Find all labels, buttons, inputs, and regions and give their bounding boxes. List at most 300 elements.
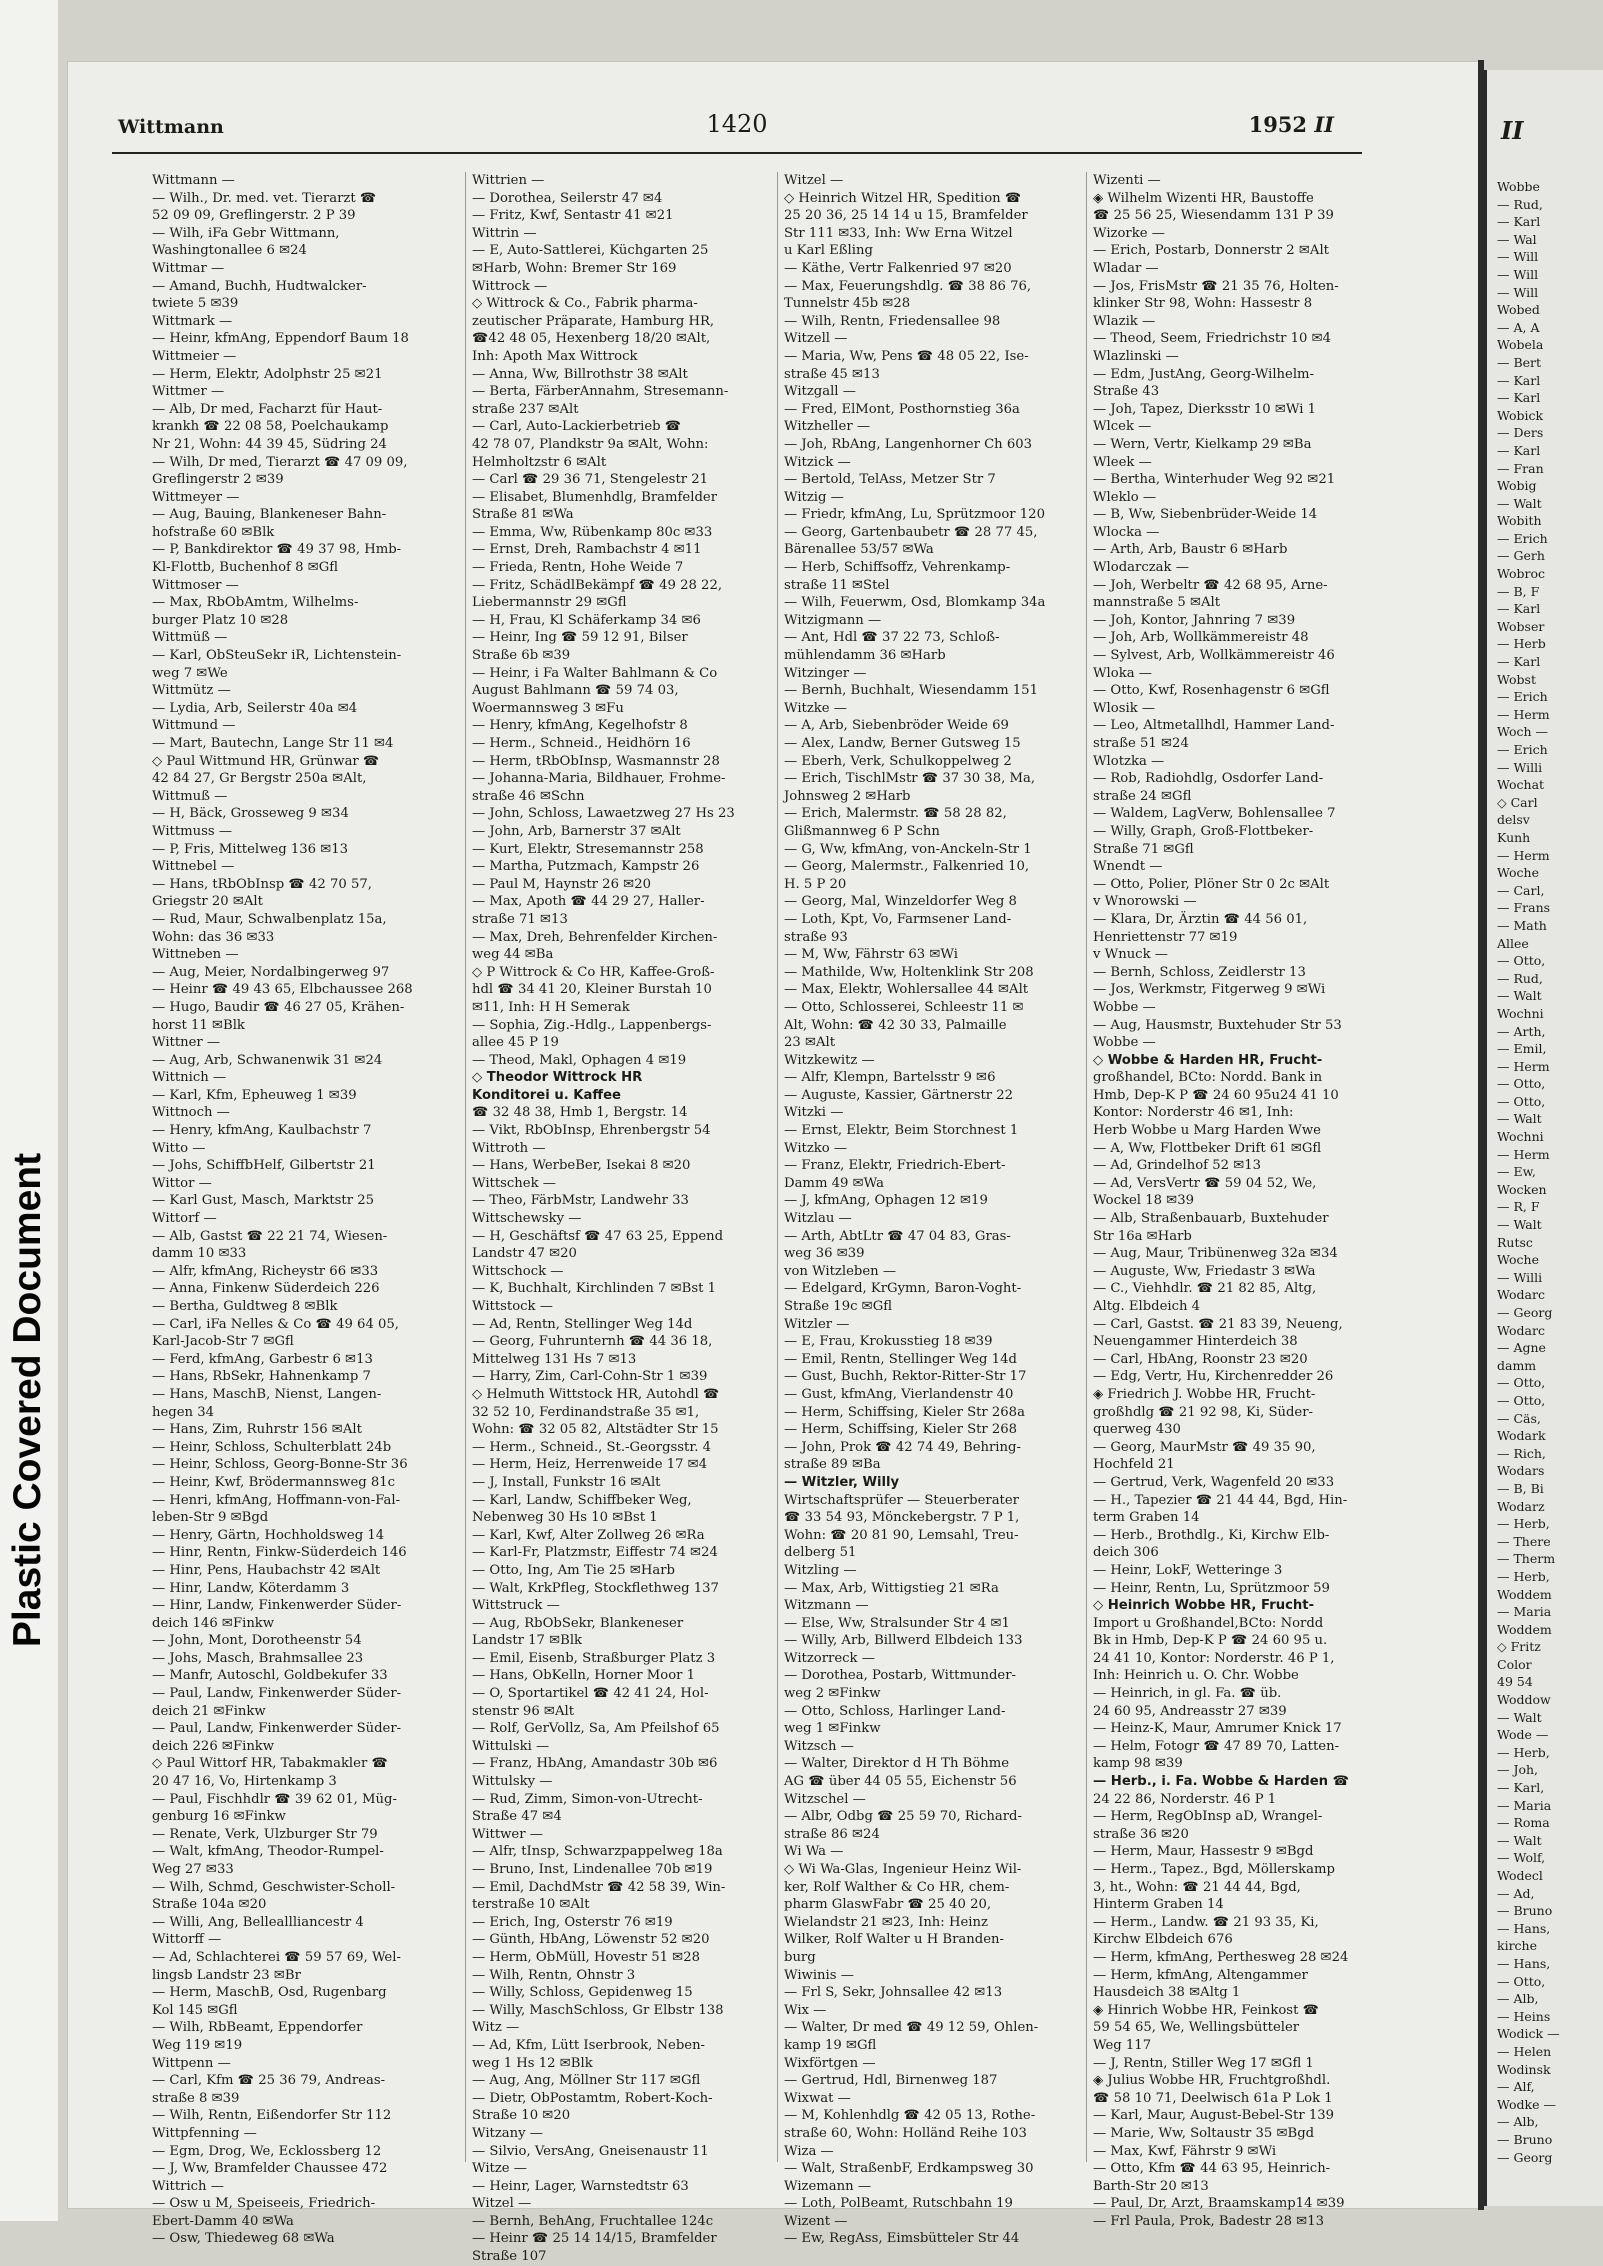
directory-line: — Georg, Fuhrunternh ☎ 44 36 18, — [472, 1334, 713, 1350]
directory-line: — Albr, Odbg ☎ 25 59 70, Richard- — [784, 1809, 1022, 1825]
directory-line: Wobbe — — [1093, 1035, 1156, 1051]
directory-line: — Walter, Direktor d H Th Böhme — [784, 1756, 1010, 1772]
directory-line: Straße 47 ✉4 — [472, 1809, 562, 1825]
directory-line: Wittpenn — — [152, 2055, 231, 2071]
directory-line: — Aug, Bauing, Blankeneser Bahn- — [152, 507, 387, 523]
adjacent-page-line: Wodark — [1497, 1428, 1546, 1444]
directory-line: — Rolf, GerVollz, Sa, Am Pfeilshof 65 — [472, 1721, 720, 1737]
directory-line: — G, Ww, kfmAng, von-Anckeln-Str 1 — [784, 841, 1032, 857]
directory-line: Witzke — — [784, 700, 847, 716]
directory-line: — H, Bäck, Grosseweg 9 ✉34 — [152, 806, 349, 822]
directory-line: — Heinr, Schloss, Schulterblatt 24b — [152, 1439, 392, 1455]
directory-line: Wittulski — — [472, 1738, 550, 1754]
adjacent-page-line: Wodke — — [1497, 2096, 1556, 2112]
directory-line: — Johs, SchiffbHelf, Gilbertstr 21 — [152, 1158, 376, 1174]
directory-line: ◇ Helmuth Wittstock HR, Autohdl ☎ — [472, 1386, 720, 1402]
directory-line: Bk in Hmb, Dep-K P ☎ 24 60 95 u. — [1093, 1633, 1328, 1649]
adjacent-page-line: — Herb — [1497, 636, 1546, 652]
directory-line: Alt, Wohn: ☎ 42 30 33, Palmaille — [784, 1017, 1007, 1033]
directory-line: — Heinrich, in gl. Fa. ☎ üb. — [1093, 1686, 1282, 1702]
directory-line: — Herm., Schneid., St.-Georgsstr. 4 — [472, 1439, 711, 1455]
directory-line: — E, Frau, Krokusstieg 18 ✉39 — [784, 1334, 993, 1350]
directory-line: — Herm, RegObInsp aD, Wrangel- — [1093, 1809, 1323, 1825]
directory-line: — Aug, RbObSekr, Blankeneser — [472, 1615, 684, 1631]
directory-line: — Walt, StraßenbF, Erdkampsweg 30 — [784, 2161, 1034, 2177]
directory-line: Wi Wa — — [784, 1844, 844, 1860]
directory-line: ✉11, Inh: H H Semerak — [472, 999, 630, 1015]
directory-line: kamp 19 ✉Gfl — [784, 2037, 877, 2053]
directory-line: straße 24 ✉Gfl — [1093, 788, 1192, 804]
directory-line: straße 51 ✉24 — [1093, 736, 1189, 751]
directory-line: — Alfr, kfmAng, Richeystr 66 ✉33 — [152, 1263, 379, 1279]
directory-line: — Heinr, Schloss, Georg-Bonne-Str 36 — [152, 1457, 408, 1473]
directory-line: — Loth, Kpt, Vo, Farmsener Land- — [784, 911, 1012, 927]
directory-line: — Max, Feuerungshdlg. ☎ 38 86 76, — [784, 278, 1032, 294]
directory-line: Wittorf — — [152, 1211, 217, 1227]
directory-line: hdl ☎ 34 41 20, Kleiner Burstah 10 — [472, 982, 712, 998]
directory-line: — Aug, Arb, Schwanenwik 31 ✉24 — [152, 1052, 383, 1068]
adjacent-page-line: — Erich — [1497, 530, 1548, 546]
directory-line: — J, Install, Funkstr 16 ✉Alt — [472, 1474, 661, 1490]
directory-line: 3, ht., Wohn: ☎ 21 44 44, Bgd, — [1093, 1879, 1301, 1895]
directory-line: — Willy, Arb, Billwerd Elbdeich 133 — [784, 1633, 1023, 1649]
directory-line: krankh ☎ 22 08 58, Poelchaukamp — [152, 419, 389, 435]
directory-line: lingsb Landstr 23 ✉Br — [152, 1967, 301, 1983]
directory-line: — Waldem, LagVerw, Bohlensallee 7 — [1093, 806, 1336, 822]
directory-line: Wixwat — — [784, 2090, 851, 2106]
adjacent-page-line: — Karl — [1497, 442, 1541, 458]
directory-line: — Klara, Dr, Ärztin ☎ 44 56 01, — [1093, 911, 1308, 927]
directory-line: Hausdeich 38 ✉Altg 1 — [1093, 1985, 1241, 2001]
directory-line: mühlendamm 36 ✉Harb — [784, 648, 946, 664]
adjacent-page-line: — Walt — [1497, 1111, 1542, 1127]
adjacent-page-line: — Bruno — [1497, 1903, 1553, 1919]
directory-line: — Gertrud, Verk, Wagenfeld 20 ✉33 — [1093, 1474, 1335, 1490]
directory-line: Wittrock — — [472, 278, 548, 294]
directory-line: — Herm, kfmAng, Perthesweg 28 ✉24 — [1093, 1949, 1349, 1965]
directory-line: Wlcek — — [1093, 419, 1152, 435]
directory-line: Wittnich — — [152, 1070, 227, 1086]
directory-line: Witzig — — [784, 489, 844, 505]
adjacent-page-line: — Emil, — [1497, 1041, 1547, 1057]
directory-line: — Frl Paula, Prok, Badestr 28 ✉13 — [1093, 2213, 1324, 2229]
directory-line: Weg 27 ✉33 — [152, 1862, 234, 1877]
directory-line: Wohn: ☎ 32 05 82, Altstädter Str 15 — [472, 1422, 719, 1438]
column-3 — [777, 172, 1088, 2247]
directory-line: — Hans, MaschB, Nienst, Langen- — [152, 1386, 382, 1402]
directory-line: deich 21 ✉Finkw — [152, 1703, 266, 1719]
directory-line: — Emma, Ww, Rübenkamp 80c ✉33 — [472, 524, 713, 540]
directory-line: — Paul, Dr, Arzt, Braamskamp14 ✉39 — [1093, 2196, 1345, 2212]
directory-line: — Alb, Dr med, Facharzt für Haut- — [152, 401, 383, 417]
directory-line: — Wilh, Rentn, Eißendorfer Str 112 — [152, 2108, 392, 2124]
directory-line: — Herm, Schiffsing, Kieler Str 268 — [784, 1422, 1018, 1438]
directory-line: Straße 43 — [1093, 384, 1160, 400]
directory-line: — Elisabet, Blumenhdlg, Bramfelder — [472, 489, 717, 505]
directory-line: ker, Rolf Walther & Co HR, chem- — [784, 1879, 1010, 1895]
directory-line: Wlotzka — — [1093, 753, 1165, 769]
directory-line: straße 45 ✉13 — [784, 366, 880, 382]
directory-line: Witto — — [152, 1140, 206, 1156]
directory-line: — Herb., Brothdlg., Ki, Kirchw Elb- — [1093, 1527, 1330, 1543]
directory-line: Wittstruck — — [472, 1598, 560, 1614]
directory-line: — Paul, Fischhdlr ☎ 39 62 01, Müg- — [152, 1791, 397, 1807]
directory-line: Washingtonallee 6 ✉24 — [152, 243, 307, 259]
directory-line: Wittulsky — — [472, 1774, 553, 1790]
directory-line: — Silvio, VersAng, Gneisenaustr 11 — [472, 2143, 709, 2159]
directory-line: — P, Bankdirektor ☎ 49 37 98, Hmb- — [152, 542, 402, 558]
directory-line: ✉Harb, Wohn: Bremer Str 169 — [472, 260, 677, 276]
directory-line: Kirchw Elbdeich 676 — [1093, 1932, 1233, 1948]
directory-line: — Wilh, Feuerwm, Osd, Blomkamp 34a — [784, 595, 1046, 611]
directory-line: — Heinr ☎ 49 43 65, Elbchaussee 268 — [152, 982, 413, 998]
adjacent-page-line: — Helen — [1497, 2043, 1552, 2059]
directory-line: Helmholtzstr 6 ✉Alt — [472, 454, 607, 470]
directory-line: ☎42 48 05, Hexenberg 18/20 ✉Alt, — [472, 331, 711, 347]
directory-line: Wittmuss — — [152, 823, 233, 839]
adjacent-page-line: — Joh, — [1497, 1762, 1539, 1778]
adjacent-page-line: Woddow — [1497, 1692, 1551, 1708]
directory-line: Neuengammer Hinterdeich 38 — [1093, 1334, 1298, 1350]
directory-line: — Witzler, Willy — [784, 1474, 900, 1490]
directory-line: Wittschock — — [472, 1263, 564, 1279]
directory-line: — Eberh, Verk, Schulkoppelweg 2 — [784, 753, 1012, 769]
directory-line: — Bernh, Buchhalt, Wiesendamm 151 — [784, 683, 1038, 699]
directory-line: Wladar — — [1093, 260, 1159, 276]
directory-line: v Wnorowski — — [1093, 894, 1197, 910]
directory-line: — Walter, Dr med ☎ 49 12 59, Ohlen- — [784, 2020, 1039, 2036]
directory-line: — Georg, Gartenbaubetr ☎ 28 77 45, — [784, 524, 1038, 540]
adjacent-page-line: — Ad, — [1497, 1885, 1535, 1901]
directory-line: von Witzleben — — [784, 1263, 897, 1279]
adjacent-page-line: Wodarc — [1497, 1322, 1545, 1338]
directory-line: — Bertold, TelAss, Metzer Str 7 — [784, 472, 996, 488]
directory-line: — Auguste, Ww, Friedastr 3 ✉Wa — [1093, 1263, 1316, 1279]
directory-line: — E, Auto-Sattlerei, Küchgarten 25 — [472, 243, 709, 259]
directory-line: Witzorreck — — [784, 1650, 875, 1666]
directory-line: — Hans, Zim, Ruhrstr 156 ✉Alt — [152, 1422, 362, 1438]
directory-line: Wix — — [784, 2002, 827, 2018]
adjacent-page-line: — Otto, — [1497, 1392, 1546, 1408]
directory-line: Wittwer — — [472, 1826, 543, 1842]
directory-line: weg 44 ✉Ba — [472, 947, 554, 963]
directory-line: — Osw u M, Speiseeis, Friedrich- — [152, 2196, 376, 2212]
directory-line: — Maria, Ww, Pens ☎ 48 05 22, Ise- — [784, 348, 1029, 364]
directory-line: — Henry, kfmAng, Kegelhofstr 8 — [472, 718, 688, 734]
directory-line: deich 226 ✉Finkw — [152, 1738, 275, 1754]
directory-line: ◇ Wittrock & Co., Fabrik pharma- — [472, 296, 698, 312]
directory-line: Wloka — — [1093, 665, 1152, 681]
directory-line: damm 10 ✉33 — [152, 1246, 247, 1262]
directory-line: Wirtschaftsprüfer — Steuerberater — [784, 1492, 1019, 1508]
directory-line: — Karl-Fr, Platzmstr, Eiffestr 74 ✉24 — [472, 1545, 718, 1561]
directory-line: ◇ Wi Wa-Glas, Ingenieur Heinz Wil- — [784, 1862, 1022, 1877]
directory-line: — J, kfmAng, Ophagen 12 ✉19 — [784, 1193, 988, 1209]
directory-line: hofstraße 60 ✉Blk — [152, 524, 275, 540]
directory-line: Wockel 18 ✉39 — [1093, 1193, 1194, 1209]
directory-line: — Ad, Schlachterei ☎ 59 57 69, Wel- — [152, 1949, 401, 1965]
adjacent-page-line: Wobig — [1497, 478, 1537, 494]
adjacent-page-line: — Hans, — [1497, 1955, 1551, 1971]
directory-line: ◇ Heinrich Witzel HR, Spedition ☎ — [784, 190, 1022, 206]
directory-line: — Heinr, i Fa Walter Bahlmann & Co — [472, 665, 718, 681]
directory-line: — Theo, FärbMstr, Landwehr 33 — [472, 1193, 689, 1209]
directory-line: straße 8 ✉39 — [152, 2090, 240, 2106]
adjacent-page-line: — Herb, — [1497, 1568, 1550, 1584]
adjacent-page-line: — Carl, — [1497, 882, 1545, 898]
directory-line: Woermannsweg 3 ✉Fu — [472, 700, 624, 716]
adjacent-page-line: Wobbe — [1497, 179, 1540, 194]
directory-line: — Herm, kfmAng, Altengammer — [1093, 1967, 1308, 1983]
directory-line: — Fritz, Kwf, Sentastr 41 ✉21 — [472, 208, 674, 224]
column-1 — [152, 172, 456, 2247]
directory-line: querweg 430 — [1093, 1422, 1181, 1438]
directory-line: Straße 81 ✉Wa — [472, 507, 574, 523]
directory-line: — Lydia, Arb, Seilerstr 40a ✉4 — [152, 700, 358, 716]
adjacent-page-line: Kunh — [1497, 829, 1531, 845]
directory-line: Wittstock — — [472, 1299, 553, 1314]
directory-line: — Hinr, Pens, Haubachstr 42 ✉Alt — [152, 1562, 381, 1578]
adjacent-page-line: — Herb, — [1497, 1744, 1550, 1760]
directory-line: — Heinr, Lager, Warnstedtstr 63 — [472, 2178, 689, 2194]
directory-line: Wizorke — — [1093, 225, 1165, 241]
adjacent-page-line: 49 54 — [1497, 1674, 1533, 1690]
adjacent-page-line: Wodick — — [1497, 2026, 1560, 2042]
directory-line: — Herm., Landw. ☎ 21 93 35, Ki, — [1093, 1914, 1319, 1930]
directory-line: großhdlg ☎ 21 92 98, Ki, Süder- — [1093, 1404, 1313, 1420]
directory-line: — Bernh, BehAng, Fruchtallee 124c — [472, 2213, 714, 2229]
directory-line: — Otto, Schlosserei, Schleestr 11 ✉ — [784, 999, 1024, 1015]
adjacent-page-line: Rutsc — [1497, 1234, 1533, 1250]
directory-line: — Gust, Buchh, Rektor-Ritter-Str 17 — [784, 1369, 1027, 1385]
directory-line: Wlocka — — [1093, 524, 1160, 540]
directory-line: — J, Rentn, Stiller Weg 17 ✉Gfl 1 — [1093, 2055, 1314, 2071]
directory-line: straße 237 ✉Alt — [472, 401, 579, 417]
directory-line: — Ad, Grindelhof 52 ✉13 — [1093, 1158, 1262, 1174]
directory-line: — Georg, Malermstr., Falkenried 10, — [784, 859, 1030, 875]
directory-line: Wittner — — [152, 1035, 221, 1051]
adjacent-page-line: damm — [1497, 1357, 1537, 1373]
directory-line: ◈ Friedrich J. Wobbe HR, Frucht- — [1093, 1386, 1316, 1402]
directory-line: Wittmuß — — [152, 788, 228, 804]
directory-line: delberg 51 — [784, 1545, 857, 1561]
directory-line: — Mathilde, Ww, Holtenklink Str 208 — [784, 964, 1034, 980]
directory-line: straße 93 — [784, 929, 848, 945]
directory-line: Hmb, Dep-K P ☎ 24 60 95u24 41 10 — [1093, 1087, 1339, 1103]
directory-line: — Georg, MaurMstr ☎ 49 35 90, — [1093, 1439, 1316, 1455]
adjacent-page-line: Wode — — [1497, 1727, 1549, 1743]
directory-line: — Rud, Zimm, Simon-von-Utrecht- — [472, 1791, 703, 1807]
directory-line: — Max, Apoth ☎ 44 29 27, Haller- — [472, 894, 705, 910]
directory-line: burger Platz 10 ✉28 — [152, 612, 289, 628]
directory-line: ◇ P Wittrock & Co HR, Kaffee-Groß- — [472, 964, 715, 980]
directory-line: — Alfr, Klempn, Bartelsstr 9 ✉6 — [784, 1070, 996, 1086]
directory-line: — Herm, MaschB, Osd, Rugenbarg — [152, 1985, 387, 2001]
adjacent-page-line: — Otto, — [1497, 953, 1546, 969]
directory-line: Witzel — — [784, 173, 844, 188]
directory-line: — Vikt, RbObInsp, Ehrenbergstr 54 — [472, 1123, 711, 1139]
directory-line: — John, Arb, Barnerstr 37 ✉Alt — [472, 823, 681, 839]
directory-line: Wittroth — — [472, 1140, 546, 1156]
directory-line: Witzheller — — [784, 419, 871, 435]
directory-line: Wittmeier — — [152, 348, 237, 364]
adjacent-page-line: ◇ Fritz — [1497, 1639, 1541, 1655]
adjacent-page-line: — Ew, — [1497, 1164, 1536, 1180]
adjacent-page — [1484, 70, 1603, 2206]
directory-line: — Joh, Arb, Wollkämmereistr 48 — [1093, 630, 1309, 646]
adjacent-page-line: — Otto, — [1497, 1076, 1546, 1092]
directory-line: Damm 49 ✉Wa — [784, 1175, 884, 1191]
directory-line: Altg. Elbdeich 4 — [1093, 1299, 1201, 1314]
directory-line: Wittnebel — — [152, 859, 235, 875]
directory-line: Wleek — — [1093, 454, 1152, 470]
directory-line: Bärenallee 53/57 ✉Wa — [784, 542, 934, 558]
adjacent-page-line: — Otto, — [1497, 1973, 1546, 1989]
adjacent-page-line: — Alb, — [1497, 2114, 1539, 2130]
adjacent-page-line: Woddem — [1497, 1586, 1552, 1602]
directory-line: Straße 10 ✉20 — [472, 2108, 571, 2124]
directory-line: Witzling — — [784, 1562, 857, 1578]
directory-line: — H, Frau, Kl Schäferkamp 34 ✉6 — [472, 612, 701, 628]
directory-line: Witzell — — [784, 331, 848, 347]
adjacent-page-line: — Herm — [1497, 1058, 1550, 1074]
directory-line: — Leo, Altmetallhdl, Hammer Land- — [1093, 718, 1335, 734]
adjacent-page-line: — Karl, — [1497, 1780, 1545, 1796]
directory-line: Hochfeld 21 — [1093, 1457, 1175, 1473]
directory-line: — Herm, Elektr, Adolphstr 25 ✉21 — [152, 366, 383, 382]
adjacent-page-line: — Therm — [1497, 1551, 1556, 1567]
adjacent-page-line: — Agne — [1497, 1340, 1546, 1356]
directory-line: Ebert-Damm 40 ✉Wa — [152, 2213, 294, 2229]
running-head-name: Wittmann — [118, 116, 224, 138]
adjacent-page-line: — Maria — [1497, 1797, 1552, 1813]
directory-line: — Fritz, SchädlBekämpf ☎ 49 28 22, — [472, 577, 723, 593]
directory-line: mannstraße 5 ✉Alt — [1093, 595, 1221, 611]
adjacent-page-line: — Walt — [1497, 495, 1542, 511]
directory-line: Straße 71 ✉Gfl — [1093, 841, 1194, 857]
directory-line: — Joh, RbAng, Langenhorner Ch 603 — [784, 436, 1033, 452]
directory-line: Witzler — — [784, 1316, 850, 1332]
adjacent-page-line: — Gerh — [1497, 548, 1545, 564]
directory-line: — Carl ☎ 29 36 71, Stengelestr 21 — [472, 472, 709, 488]
directory-line: — Herm, tRbObInsp, Wasmannstr 28 — [472, 753, 720, 769]
directory-line: — Willy, Schloss, Gepidenweg 15 — [472, 1985, 693, 2001]
directory-line: — Erich, Ing, Osterstr 76 ✉19 — [472, 1914, 673, 1930]
directory-line: — Ernst, Dreh, Rambachstr 4 ✉11 — [472, 542, 702, 558]
directory-line: 24 60 95, Andreasstr 27 ✉39 — [1093, 1703, 1287, 1719]
directory-line: — A, Ww, Flottbeker Drift 61 ✉Gfl — [1093, 1140, 1322, 1156]
directory-line: — Ernst, Elektr, Beim Storchnest 1 — [784, 1123, 1019, 1139]
directory-line: Witzsch — — [784, 1738, 854, 1754]
directory-line: — Wilh., Dr. med. vet. Tierarzt ☎ — [152, 190, 377, 206]
adjacent-page-line: — There — [1497, 1533, 1551, 1549]
directory-line: Witzkewitz — — [784, 1052, 875, 1068]
volume-roman: II — [1314, 112, 1334, 137]
adjacent-page-line: — Arth, — [1497, 1023, 1546, 1039]
directory-line: — Emil, Eisenb, Straßburger Platz 3 — [472, 1650, 716, 1666]
directory-line: — Heinr, Kwf, Brödermannsweg 81c — [152, 1474, 396, 1490]
directory-line: — Emil, DachdMstr ☎ 42 58 39, Win- — [472, 1879, 726, 1895]
directory-line: Witzko — — [784, 1140, 848, 1156]
adjacent-page-line: — Herm — [1497, 706, 1550, 722]
directory-line: — Walt, kfmAng, Theodor-Rumpel- — [152, 1844, 384, 1860]
directory-line: Witzgall — — [784, 384, 856, 400]
directory-line: — Hans, ObKelln, Horner Moor 1 — [472, 1668, 696, 1684]
directory-line: — A, Arb, Siebenbröder Weide 69 — [784, 718, 1009, 734]
directory-line: 42 84 27, Gr Bergstr 250a ✉Alt, — [152, 771, 367, 787]
directory-line: — P, Fris, Mittelweg 136 ✉13 — [152, 841, 349, 857]
directory-line: — Amand, Buchh, Hudtwalcker- — [152, 278, 367, 294]
adjacent-page-line: — Alb, — [1497, 1991, 1539, 2007]
directory-line: weg 1 ✉Finkw — [784, 1721, 881, 1737]
directory-line: — John, Prok ☎ 42 74 49, Behring- — [784, 1439, 1021, 1455]
directory-line: weg 1 Hs 12 ✉Blk — [472, 2055, 593, 2071]
adjacent-page-line: — Karl — [1497, 601, 1541, 617]
directory-line: — Theod, Seem, Friedrichstr 10 ✉4 — [1093, 331, 1332, 347]
adjacent-page-line: Woche — [1497, 865, 1539, 881]
directory-line: 24 22 86, Norderstr. 46 P 1 — [1093, 1791, 1277, 1807]
adjacent-page-line: Color — [1497, 1656, 1532, 1672]
page-number: 1420 — [706, 110, 768, 138]
adjacent-page-line: delsv — [1497, 812, 1530, 828]
adjacent-page-line: — Walt — [1497, 1709, 1542, 1725]
directory-line: — Willy, Graph, Groß-Flottbeker- — [1093, 823, 1314, 839]
directory-line: — Rob, Radiohdlg, Osdorfer Land- — [1093, 771, 1324, 787]
directory-line: — Johanna-Maria, Bildhauer, Frohme- — [472, 771, 726, 787]
directory-line: — Jos, FrisMstr ☎ 21 35 76, Holten- — [1093, 278, 1339, 294]
directory-line: Wnendt — — [1093, 859, 1163, 875]
adjacent-page-line: — Karl — [1497, 372, 1541, 388]
directory-line: — Heinr, Rentn, Lu, Sprützmoor 59 — [1093, 1580, 1330, 1596]
directory-line: Nebenweg 30 Hs 10 ✉Bst 1 — [472, 1510, 658, 1526]
directory-line: Johnsweg 2 ✉Harb — [784, 788, 911, 804]
adjacent-page-line: — Willi — [1497, 759, 1543, 775]
directory-line: Wittmoser — — [152, 577, 239, 593]
directory-line: Wizemann — — [784, 2178, 872, 2194]
directory-line: — Wilh, Rentn, Friedensallee 98 — [784, 313, 1001, 329]
directory-line: Wittmar — — [152, 260, 225, 276]
adjacent-page-line: — Roma — [1497, 1815, 1550, 1831]
directory-line: — Marie, Ww, Soltaustr 35 ✉Bgd — [1093, 2125, 1315, 2141]
adjacent-page-line: kirche — [1497, 1938, 1537, 1954]
directory-line: Wittrien — — [472, 173, 545, 188]
directory-line: Greflingerstr 2 ✉39 — [152, 472, 284, 488]
directory-line: — Arth, Arb, Baustr 6 ✉Harb — [1093, 542, 1288, 558]
running-head-year — [1249, 112, 1334, 137]
directory-line: — H., Tapezier ☎ 21 44 44, Bgd, Hin- — [1093, 1492, 1348, 1508]
directory-line: — Bertha, Guldtweg 8 ✉Blk — [152, 1299, 338, 1314]
directory-line: Wobbe — — [1093, 999, 1156, 1015]
adjacent-page-header: II — [1501, 116, 1524, 145]
directory-line: — Auguste, Kassier, Gärtnerstr 22 — [784, 1087, 1014, 1103]
directory-line: Wittmütz — — [152, 683, 231, 699]
directory-line: — Hans, RbSekr, Hahnenkamp 7 — [152, 1369, 371, 1385]
directory-line: — Ad, Rentn, Stellinger Weg 14d — [472, 1316, 693, 1332]
directory-line: — Ant, Hdl ☎ 37 22 73, Schloß- — [784, 630, 1000, 646]
adjacent-page-line: — A, A — [1497, 319, 1540, 335]
directory-line: — Otto, Schloss, Harlinger Land- — [784, 1703, 1006, 1719]
directory-line: — Max, Kwf, Fährstr 9 ✉Wi — [1093, 2143, 1277, 2159]
adjacent-page-line: — Will — [1497, 249, 1539, 265]
directory-line: — Berta, FärberAnnahm, Stresemann- — [472, 384, 729, 400]
adjacent-page-line: — Herb, — [1497, 1516, 1550, 1532]
directory-line: — Heinr, LokF, Wetteringe 3 — [1093, 1562, 1283, 1578]
adjacent-page-line: — Rud, — [1497, 970, 1543, 986]
adjacent-page-line: Wobela — [1497, 337, 1544, 353]
directory-line: ◈ Julius Wobbe HR, Fruchtgroßhdl. — [1093, 2073, 1331, 2089]
directory-line: ◇ Wobbe & Harden HR, Frucht- — [1093, 1052, 1323, 1068]
adjacent-page-line: — Erich — [1497, 689, 1548, 705]
